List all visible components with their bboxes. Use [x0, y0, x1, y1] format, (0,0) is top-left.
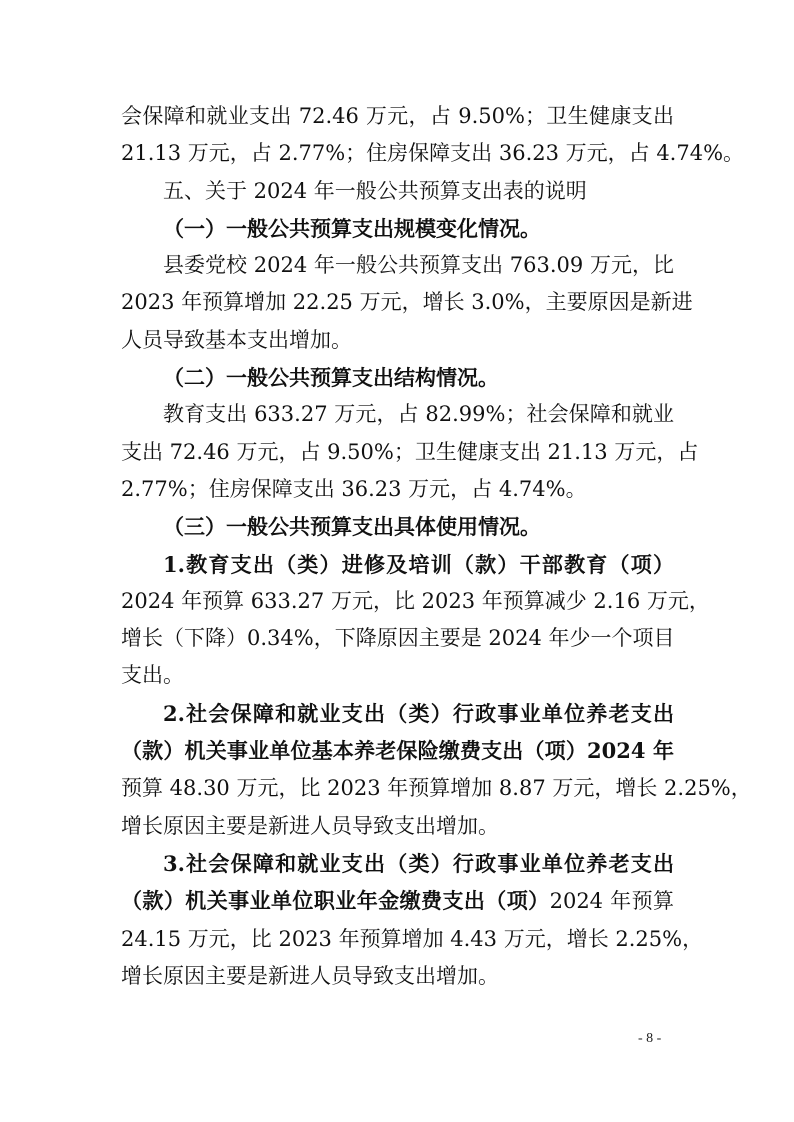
paragraph-line: 支出。 [121, 663, 184, 688]
page-number: - 8 - [638, 1031, 662, 1046]
paragraph-line: 2023 年预算增加 22.25 万元，增长 3.0%，主要原因是新进 [121, 290, 693, 315]
paragraph-line: 支出 72.46 万元，占 9.50%；卫生健康支出 21.13 万元，占 [121, 439, 699, 464]
subsection-heading: （一）一般公共预算支出规模变化情况。 [163, 215, 541, 241]
paragraph-line: 会保障和就业支出 72.46 万元，占 9.50%；卫生健康支出 [121, 104, 674, 128]
item-text: 2024 年预算 [549, 889, 675, 914]
paragraph-line: 预算 48.30 万元，比 2023 年预算增加 8.87 万元，增长 2.25%， [121, 776, 752, 801]
item-heading-continued: （款）机关事业单位职业年金缴费支出（项） [121, 888, 550, 914]
item-heading-continued: （款）机关事业单位基本养老保险缴费支出（项）2024 年 [121, 738, 674, 764]
paragraph-line: 增长（下降）0.34%，下降原因主要是 2024 年少一个项目 [121, 626, 675, 651]
paragraph-line: 人员导致基本支出增加。 [121, 327, 352, 352]
paragraph-line [121, 732, 674, 770]
subsection-heading: （三）一般公共预算支出具体使用情况。 [163, 514, 541, 540]
paragraph-line [121, 882, 674, 920]
paragraph-line: 教育支出 633.27 万元，占 82.99%；社会保障和就业 [163, 402, 674, 427]
item-heading: 3.社会保障和就业支出（类）行政事业单位养老支出 [163, 850, 674, 876]
section-heading: 五、关于 2024 年一般公共预算支出表的说明 [163, 178, 587, 203]
item-heading: 2.社会保障和就业支出（类）行政事业单位养老支出 [163, 700, 674, 726]
paragraph-line: 增长原因主要是新进人员导致支出增加。 [121, 963, 499, 988]
paragraph-line: 增长原因主要是新进人员导致支出增加。 [121, 813, 499, 838]
document-body [121, 98, 752, 995]
paragraph-line: 2.77%；住房保障支出 36.23 万元，占 4.74%。 [121, 476, 587, 501]
paragraph-line: 24.15 万元，比 2023 年预算增加 4.43 万元，增长 2.25%， [121, 926, 704, 951]
paragraph-line: 县委党校 2024 年一般公共预算支出 763.09 万元，比 [163, 253, 674, 278]
item-heading: 1.教育支出（类）进修及培训（款）干部教育（项） [163, 551, 674, 577]
subsection-heading: （二）一般公共预算支出结构情况。 [163, 365, 499, 391]
paragraph-line: 21.13 万元，占 2.77%；住房保障支出 36.23 万元，占 4.74%。 [121, 141, 745, 166]
paragraph-line: 2024 年预算 633.27 万元，比 2023 年预算减少 2.16 万元， [121, 588, 710, 613]
